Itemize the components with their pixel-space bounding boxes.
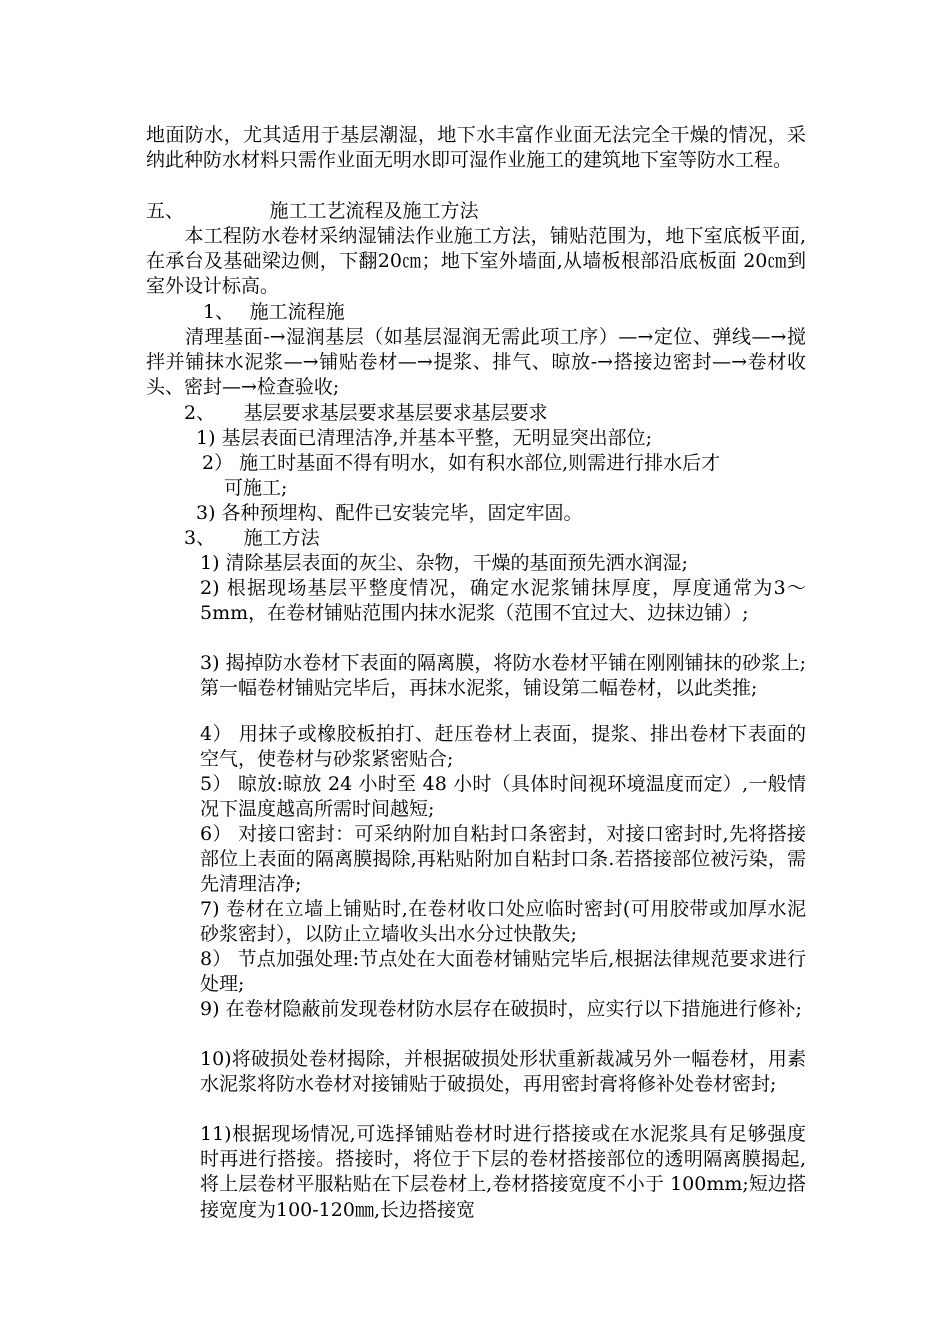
paragraph-process-flow: 清理基面-→湿润基层（如基层湿润无需此项工序）—→定位、弹线—→搅拌并铺抹水泥浆—→铺贴卷材—→提浆、排气、晾放-→搭接边密封—→卷材收头、密封—→检查验收; [146, 326, 806, 399]
method-step-10: 10)将破损处卷材揭除，并根据破损处形状重新裁减另外一幅卷材，用素水泥浆将防水卷材对接铺贴于破损处，再用密封膏将修补处卷材密封; [200, 1048, 806, 1096]
method-step-7: 7) 卷材在立墙上铺贴时,在卷材收口处应临时密封(可用胶带或加厚水泥砂浆密封），以防止立墙收头出水分过快散失; [200, 898, 806, 946]
paragraph-scope: 本工程防水卷材采纳湿铺法作业施工方法，铺贴范围为，地下室底板平面,在承台及基础梁边侧，下翻20㎝；地下室外墙面,从墙板根部沿底板面 20㎝到室外设计标高。 [146, 225, 806, 298]
requirement-item-2: 2） 施工时基面不得有明水，如有积水部位,则需进行排水后才 [202, 452, 721, 474]
method-step-8: 8） 节点加强处理:节点处在大面卷材铺贴完毕后,根据法律规范要求进行处理; [200, 948, 806, 996]
method-step-4: 4） 用抹子或橡胶板拍打、赶压卷材上表面，提浆、排出卷材下表面的空气，使卷材与砂浆紧密贴合; [200, 723, 806, 771]
section-heading-5: 五、 施工工艺流程及施工方法 [146, 200, 479, 222]
requirement-item-3: 3) 各种预埋构、配件已安装完毕，固定牢固。 [196, 502, 583, 524]
method-step-3: 3) 揭掉防水卷材下表面的隔离膜，将防水卷材平铺在刚刚铺抹的砂浆上;第一幅卷材铺贴完毕后，再抹水泥浆，铺设第二幅卷材，以此类推; [200, 652, 806, 700]
subheading-process: 1、 施工流程施 [146, 301, 345, 323]
method-step-1: 1) 清除基层表面的灰尘、杂物，干燥的基面预先洒水润湿; [200, 552, 688, 574]
method-step-11: 11)根据现场情况,可选择铺贴卷材时进行搭接或在水泥浆具有足够强度时再进行搭接。搭接时，将位于下层的卷材搭接部位的透明隔离膜揭起,将上层卷材平服粘贴在下层卷材上,卷材搭接宽度不小于 100mm;短边搭接宽度为100-120㎜,长边搭接宽 [200, 1123, 806, 1221]
subheading-method: 3、 施工方法 [146, 527, 320, 549]
subheading-base-requirements: 2、 基层要求基层要求基层要求基层要求 [146, 402, 548, 424]
method-step-2: 2) 根据现场基层平整度情况，确定水泥浆铺抹厚度，厚度通常为3～5mm，在卷材铺贴范围内抹水泥浆（范围不宜过大、边抹边铺）; [200, 577, 806, 625]
requirement-item-1: 1) 基层表面已清理洁净,并基本平整，无明显突出部位; [196, 427, 652, 449]
paragraph-intro: 地面防水，尤其适用于基层潮湿，地下水丰富作业面无法完全干燥的情况，采纳此种防水材料只需作业面无明水即可湿作业施工的建筑地下室等防水工程。 [146, 124, 806, 172]
requirement-item-2-continued: 可施工; [224, 477, 288, 499]
method-step-5: 5） 晾放:晾放 24 小时至 48 小时（具体时间视环境温度而定）,一般情况下温度越高所需时间越短; [200, 773, 806, 821]
method-step-9: 9) 在卷材隐蔽前发现卷材防水层存在破损时，应实行以下措施进行修补; [200, 998, 802, 1020]
method-step-6: 6） 对接口密封：可采纳附加自粘封口条密封，对接口密封时,先将搭接部位上表面的隔离膜揭除,再粘贴附加自粘封口条.若搭接部位被污染，需先清理洁净; [200, 823, 806, 896]
